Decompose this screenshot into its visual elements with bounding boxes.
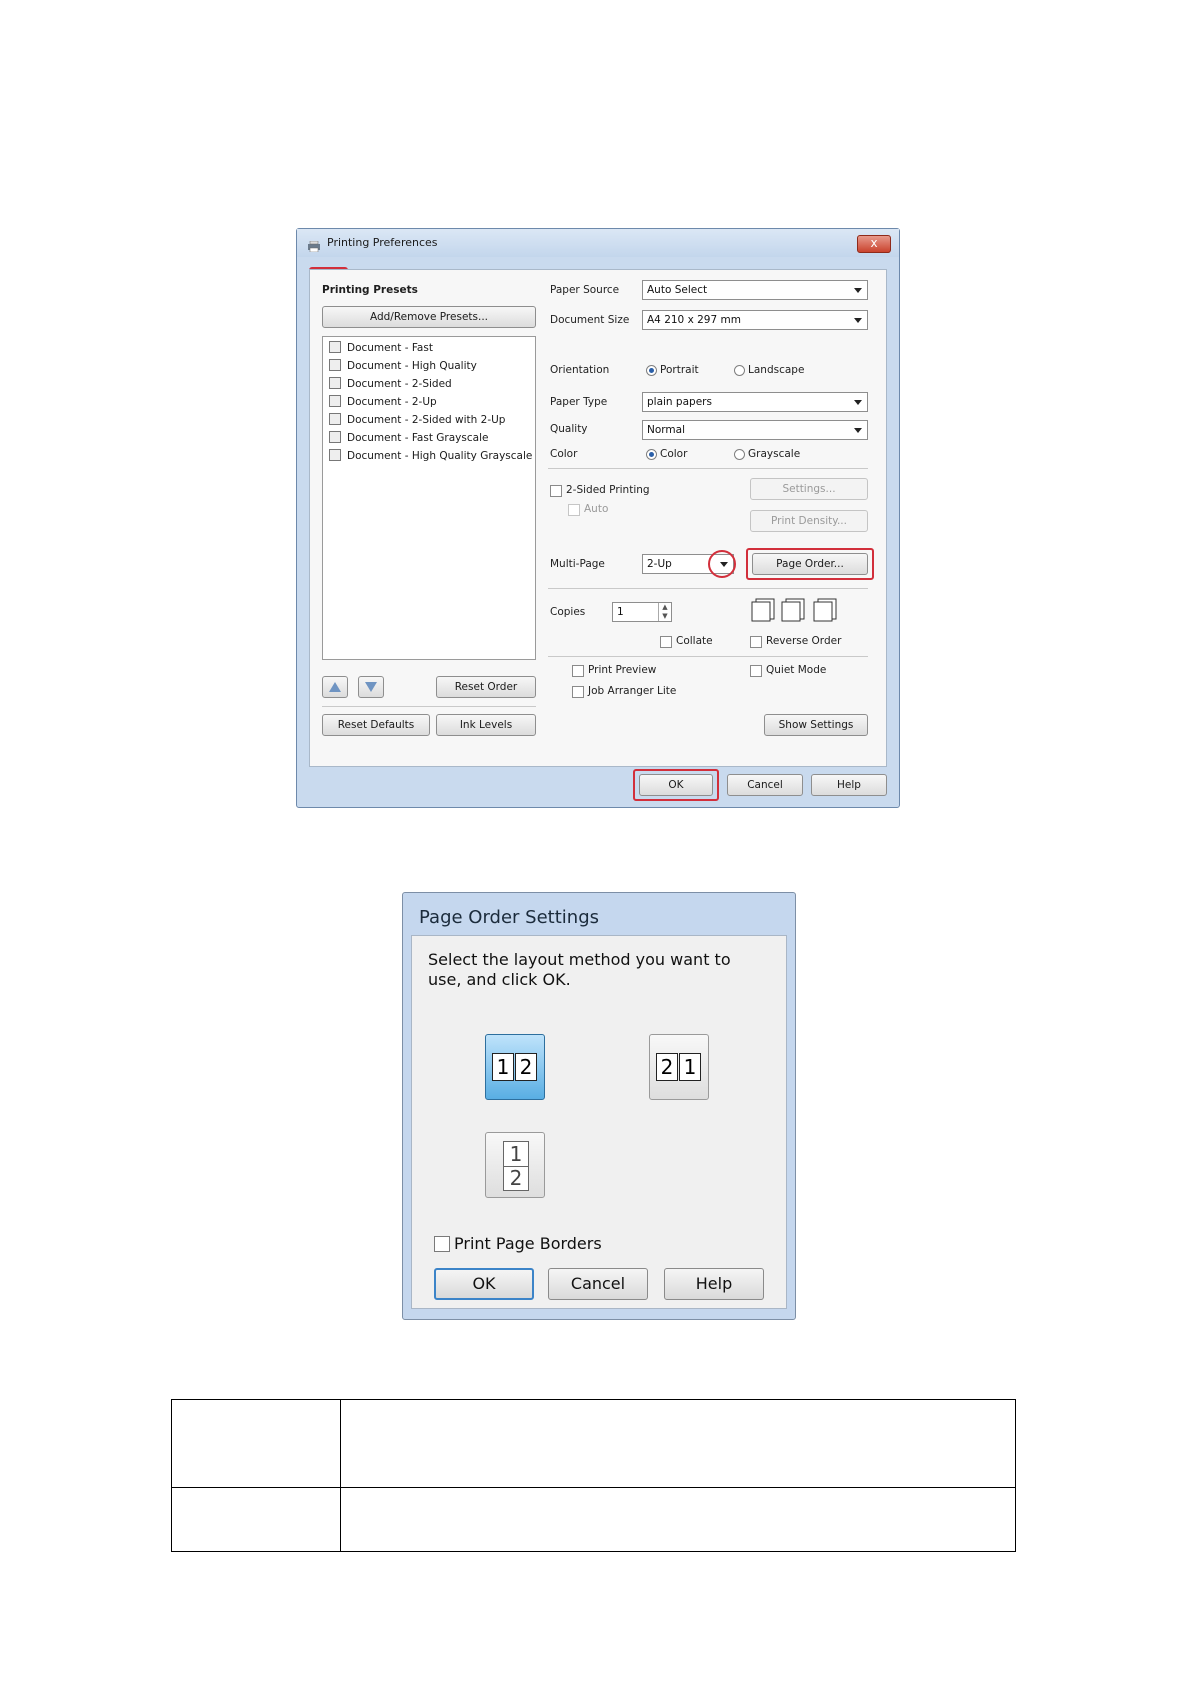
job-arranger-checkbox[interactable] bbox=[572, 686, 584, 698]
presets-list bbox=[322, 336, 536, 660]
portrait-label: Portrait bbox=[660, 364, 699, 376]
move-down-button[interactable] bbox=[358, 676, 384, 698]
dropdown-highlight bbox=[708, 550, 736, 578]
layout-top-to-bottom-button[interactable] bbox=[485, 1132, 545, 1198]
document-icon bbox=[329, 413, 341, 425]
page-number: 1 bbox=[679, 1053, 701, 1081]
help-button[interactable]: Help bbox=[664, 1268, 764, 1300]
landscape-label: Landscape bbox=[748, 364, 805, 376]
show-settings-button[interactable]: Show Settings bbox=[764, 714, 868, 736]
main-tab-panel bbox=[309, 269, 887, 767]
quiet-mode-label: Quiet Mode bbox=[766, 664, 827, 676]
help-button[interactable]: Help bbox=[811, 774, 887, 796]
document-icon bbox=[329, 341, 341, 353]
divider bbox=[548, 588, 868, 589]
document-icon bbox=[329, 359, 341, 371]
grayscale-label: Grayscale bbox=[748, 448, 801, 460]
layout-left-to-right-button[interactable] bbox=[485, 1034, 545, 1100]
color-radio[interactable] bbox=[646, 449, 657, 460]
color-label: Color bbox=[550, 448, 578, 460]
page-number: 2 bbox=[504, 1166, 528, 1190]
print-page-borders-checkbox[interactable] bbox=[434, 1236, 450, 1252]
print-preview-label: Print Preview bbox=[588, 664, 657, 676]
print-density-button[interactable]: Print Density... bbox=[750, 510, 868, 532]
window-title: Printing Preferences bbox=[327, 236, 438, 249]
chevron-down-icon bbox=[854, 400, 862, 405]
divider bbox=[548, 656, 868, 657]
close-icon: x bbox=[870, 236, 878, 250]
list-item[interactable]: Document - Fast Grayscale bbox=[323, 429, 535, 447]
list-item[interactable]: Document - High Quality bbox=[323, 357, 535, 375]
job-arranger-label: Job Arranger Lite bbox=[588, 685, 677, 697]
chevron-down-icon bbox=[854, 288, 862, 293]
list-item[interactable]: Document - Fast bbox=[323, 339, 535, 357]
presets-heading: Printing Presets bbox=[322, 284, 418, 296]
document-icon bbox=[329, 449, 341, 461]
arrow-up-icon bbox=[328, 681, 342, 693]
color-option-label: Color bbox=[660, 448, 688, 460]
copies-stepper[interactable]: 1 bbox=[612, 602, 672, 622]
reverse-order-label: Reverse Order bbox=[766, 635, 842, 647]
ok-button[interactable]: OK bbox=[434, 1268, 534, 1300]
settings-button[interactable]: Settings... bbox=[750, 478, 868, 500]
paper-source-label: Paper Source bbox=[550, 284, 620, 296]
ink-levels-button[interactable]: Ink Levels bbox=[436, 714, 536, 736]
close-button[interactable] bbox=[857, 235, 891, 253]
page-number: 2 bbox=[515, 1053, 537, 1081]
portrait-radio[interactable] bbox=[646, 365, 657, 376]
quiet-mode-checkbox[interactable] bbox=[750, 665, 762, 677]
dialog-body bbox=[411, 935, 787, 1309]
grayscale-radio[interactable] bbox=[734, 449, 745, 460]
list-item[interactable]: Document - 2-Up bbox=[323, 393, 535, 411]
printing-preferences-window bbox=[296, 228, 900, 808]
orientation-label: Orientation bbox=[550, 364, 610, 376]
divider bbox=[548, 468, 868, 469]
spin-arrows-icon[interactable]: ▲ ▼ bbox=[658, 603, 671, 621]
quality-label: Quality bbox=[550, 423, 588, 435]
collate-label: Collate bbox=[676, 635, 713, 647]
page-order-dialog bbox=[402, 892, 796, 1320]
copies-label: Copies bbox=[550, 606, 586, 618]
chevron-down-icon bbox=[854, 428, 862, 433]
print-preview-checkbox[interactable] bbox=[572, 665, 584, 677]
document-icon bbox=[329, 395, 341, 407]
arrow-down-icon bbox=[364, 681, 378, 693]
document-icon bbox=[329, 377, 341, 389]
list-item[interactable]: Document - High Quality Grayscale bbox=[323, 447, 535, 465]
document-table bbox=[171, 1399, 1016, 1552]
print-page-borders-label: Print Page Borders bbox=[454, 1234, 602, 1253]
list-item[interactable]: Document - 2-Sided with 2-Up bbox=[323, 411, 535, 429]
cancel-button[interactable]: Cancel bbox=[727, 774, 803, 796]
divider bbox=[322, 706, 536, 707]
reset-defaults-button[interactable]: Reset Defaults bbox=[322, 714, 430, 736]
title-bar bbox=[297, 229, 899, 257]
move-up-button[interactable] bbox=[322, 676, 348, 698]
multi-page-select[interactable]: 2-Up bbox=[642, 554, 734, 574]
document-size-label: Document Size bbox=[550, 314, 630, 326]
layout-right-to-left-button[interactable] bbox=[649, 1034, 709, 1100]
cancel-button[interactable]: Cancel bbox=[548, 1268, 648, 1300]
paper-type-select[interactable]: plain papers bbox=[642, 392, 868, 412]
page-stack bbox=[503, 1141, 529, 1191]
landscape-radio[interactable] bbox=[734, 365, 745, 376]
list-item[interactable]: Document - 2-Sided bbox=[323, 375, 535, 393]
page-order-button[interactable]: Page Order... bbox=[752, 553, 868, 575]
two-sided-checkbox[interactable] bbox=[550, 485, 562, 497]
printer-icon bbox=[307, 237, 321, 248]
reverse-order-checkbox[interactable] bbox=[750, 636, 762, 648]
paper-source-select[interactable]: Auto Select bbox=[642, 280, 868, 300]
table-row-divider bbox=[172, 1487, 1015, 1488]
page-number: 1 bbox=[509, 1142, 523, 1166]
quality-select[interactable]: Normal bbox=[642, 420, 868, 440]
collate-pages-icon bbox=[750, 596, 846, 626]
page-number: 2 bbox=[656, 1053, 678, 1081]
ok-button[interactable]: OK bbox=[639, 774, 713, 796]
multi-page-label: Multi-Page bbox=[550, 558, 605, 570]
document-size-select[interactable]: A4 210 x 297 mm bbox=[642, 310, 868, 330]
document-icon bbox=[329, 431, 341, 443]
paper-type-label: Paper Type bbox=[550, 396, 608, 408]
collate-checkbox[interactable] bbox=[660, 636, 672, 648]
add-remove-presets-button[interactable]: Add/Remove Presets... bbox=[322, 306, 536, 328]
auto-label: Auto bbox=[584, 503, 609, 515]
two-sided-label: 2-Sided Printing bbox=[566, 484, 650, 496]
table-column-divider bbox=[340, 1400, 341, 1551]
page-number: 1 bbox=[492, 1053, 514, 1081]
dialog-title: Page Order Settings bbox=[419, 907, 599, 928]
reset-order-button[interactable]: Reset Order bbox=[436, 676, 536, 698]
chevron-down-icon bbox=[854, 318, 862, 323]
instruction-text: Select the layout method you want to use, and click OK. bbox=[428, 950, 731, 989]
auto-checkbox[interactable] bbox=[568, 504, 580, 516]
